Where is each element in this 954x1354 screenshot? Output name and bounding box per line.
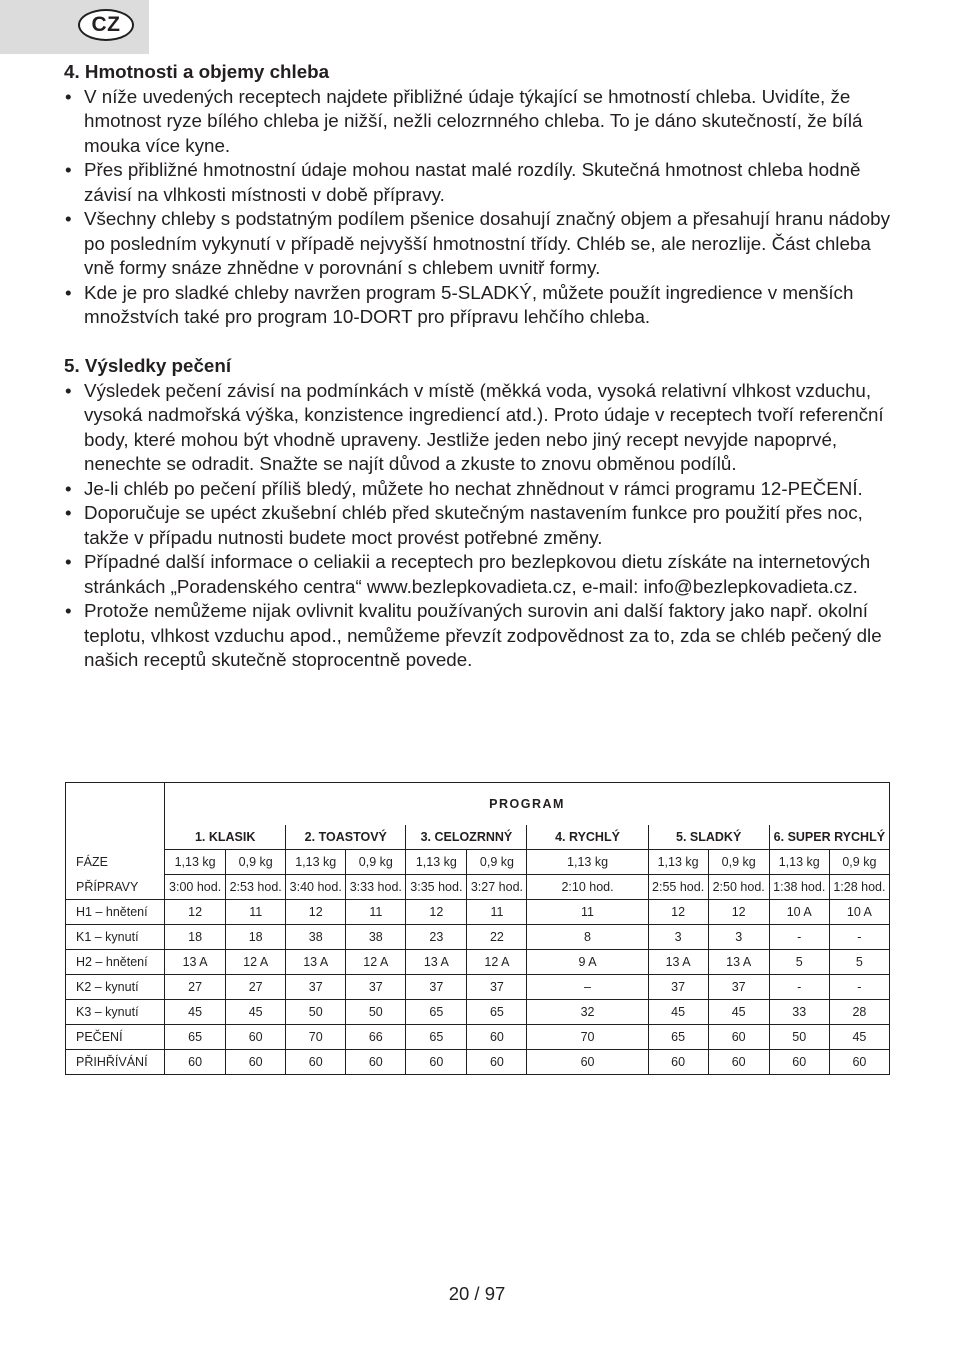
value-cell: 45 (708, 1000, 769, 1025)
value-cell: 13 A (708, 950, 769, 975)
value-cell: 9 A (527, 950, 648, 975)
value-cell: 70 (286, 1025, 346, 1050)
time-cell: 2:50 hod. (708, 875, 769, 900)
phase-name: K2 – kynutí (66, 975, 165, 1000)
phase-label: PŘÍPRAVY (66, 875, 165, 900)
weight-cell: 0,9 kg (226, 850, 286, 875)
value-cell: 45 (226, 1000, 286, 1025)
value-cell: 60 (769, 1050, 829, 1075)
value-cell: 37 (648, 975, 708, 1000)
weight-cell: 0,9 kg (467, 850, 527, 875)
time-cell: 3:33 hod. (346, 875, 406, 900)
table-row (66, 1025, 890, 1050)
value-cell: 45 (648, 1000, 708, 1025)
value-cell: 66 (346, 1025, 406, 1050)
page-number: 20 / 97 (448, 1283, 506, 1304)
value-cell: 12 (708, 900, 769, 925)
value-cell: 11 (346, 900, 406, 925)
value-cell: 3 (708, 925, 769, 950)
value-cell: 28 (829, 1000, 889, 1025)
list-item: • Případné další informace o celiakii a receptech pro bezlepkovou dietu získáte na internetových stránkách „Poradenského centra“ www.bezlepkovadieta.cz, e-mail: info@bezlepkovadieta.cz. (64, 550, 894, 599)
table-row (66, 950, 890, 975)
value-cell: 45 (165, 1000, 226, 1025)
time-cell: 1:28 hod. (829, 875, 889, 900)
phase-label: FÁZE (66, 850, 165, 875)
list-item: • Všechny chleby s podstatným podílem pšenice dosahují značný objem a přesahují hranu nádoby po posledním vykynutí v případě nejvyšší hmotnostní třídy. Chléb se, ale nerozlije. Část chleba vně formy snáze zhnědne v porovnání s chlebem uvnitř formy. (64, 207, 894, 281)
section-5-list (64, 379, 894, 673)
weight-cell: 1,13 kg (648, 850, 708, 875)
value-cell: 37 (346, 975, 406, 1000)
value-cell: 60 (467, 1050, 527, 1075)
time-cell: 2:55 hod. (648, 875, 708, 900)
value-cell: 50 (346, 1000, 406, 1025)
value-cell: 60 (226, 1050, 286, 1075)
list-item: • Je-li chléb po pečení příliš bledý, můžete ho nechat zhnědnout v rámci programu 12-PEČENÍ. (64, 477, 894, 502)
value-cell: 65 (165, 1025, 226, 1050)
value-cell: 60 (165, 1050, 226, 1075)
value-cell: 60 (708, 1025, 769, 1050)
value-cell: 13 A (406, 950, 467, 975)
value-cell: 60 (829, 1050, 889, 1075)
phase-name: PEČENÍ (66, 1025, 165, 1050)
weight-cell: 1,13 kg (527, 850, 648, 875)
value-cell: - (769, 975, 829, 1000)
time-cell: 3:35 hod. (406, 875, 467, 900)
value-cell: 8 (527, 925, 648, 950)
value-cell: - (829, 925, 889, 950)
value-cell: 60 (406, 1050, 467, 1075)
phase-name: K3 – kynutí (66, 1000, 165, 1025)
value-cell: 12 (648, 900, 708, 925)
time-cell: 1:38 hod. (769, 875, 829, 900)
list-item: • Doporučuje se upéct zkušební chléb před skutečným nastavením funkce pro použití přes noc, takže v případu nutnosti budete moct provést potřebné změny. (64, 501, 894, 550)
list-item: • Výsledek pečení závisí na podmínkách v místě (měkká voda, vysoká relativní vlhkost vzduchu, vysoká nadmořská výška, konzistence ingrediencí atd.). Proto údaje v receptech tvoří referenční body, které mohou být vhodně upraveny. Jestliže jeden nebo jiný recept nevyjde napoprvé, nenechte se odradit. Snažte se najít důvod a zkuste to znovu obměnou podílů. (64, 379, 894, 477)
program-name: 1. KLASIK (165, 825, 286, 850)
value-cell: 5 (769, 950, 829, 975)
section-5-title: 5. Výsledky pečení (64, 355, 232, 376)
value-cell: 27 (165, 975, 226, 1000)
value-cell: – (527, 975, 648, 1000)
table-corner (66, 783, 165, 826)
phase-name: H2 – hnětení (66, 950, 165, 975)
list-item: • V níže uvedených receptech najdete přibližné údaje týkající se hmotností chleba. Uvidíte, že hmotnost ryze bílého chleba je nižší, nežli celozrnného chleba. To je dáno skutečností, že bílá mouka více kyne. (64, 85, 894, 159)
value-cell: 3 (648, 925, 708, 950)
language-tab (0, 0, 149, 54)
time-cell: 2:53 hod. (226, 875, 286, 900)
value-cell: 65 (406, 1025, 467, 1050)
value-cell: 60 (286, 1050, 346, 1075)
value-cell: 65 (467, 1000, 527, 1025)
value-cell: 13 A (286, 950, 346, 975)
value-cell: 60 (708, 1050, 769, 1075)
table-row (66, 1050, 890, 1075)
weight-cell: 1,13 kg (165, 850, 226, 875)
weight-cell: 0,9 kg (708, 850, 769, 875)
program-name: 5. SLADKÝ (648, 825, 769, 850)
value-cell: 13 A (648, 950, 708, 975)
value-cell: 38 (346, 925, 406, 950)
time-cell: 3:00 hod. (165, 875, 226, 900)
value-cell: 37 (406, 975, 467, 1000)
table-row (66, 900, 890, 925)
value-cell: 33 (769, 1000, 829, 1025)
table-corner (66, 825, 165, 850)
time-cell: 3:40 hod. (286, 875, 346, 900)
language-badge: CZ (78, 9, 134, 41)
weight-cell: 1,13 kg (406, 850, 467, 875)
value-cell: 38 (286, 925, 346, 950)
value-cell: 11 (226, 900, 286, 925)
value-cell: 37 (286, 975, 346, 1000)
value-cell: 65 (648, 1025, 708, 1050)
value-cell: 12 A (226, 950, 286, 975)
weight-cell: 0,9 kg (346, 850, 406, 875)
program-name: 4. RYCHLÝ (527, 825, 648, 850)
table-row (66, 975, 890, 1000)
section-4-title: 4. Hmotnosti a objemy chleba (64, 61, 330, 82)
program-header: PROGRAM (165, 783, 890, 826)
value-cell: 27 (226, 975, 286, 1000)
value-cell: 12 (406, 900, 467, 925)
baking-program-table (65, 782, 890, 1075)
table-row (66, 1000, 890, 1025)
section-4-list (64, 85, 894, 330)
list-item: • Kde je pro sladké chleby navržen program 5-SLADKÝ, můžete použít ingredience v menších množstvích také pro program 10-DORT pro přípravu lehčího chleba. (64, 281, 894, 330)
value-cell: 11 (527, 900, 648, 925)
phase-name: PŘIHŘÍVÁNÍ (66, 1050, 165, 1075)
value-cell: 13 A (165, 950, 226, 975)
program-name: 2. TOASTOVÝ (286, 825, 406, 850)
value-cell: 22 (467, 925, 527, 950)
weight-cell: 0,9 kg (829, 850, 889, 875)
value-cell: 60 (527, 1050, 648, 1075)
phase-name: H1 – hnětení (66, 900, 165, 925)
value-cell: 50 (286, 1000, 346, 1025)
value-cell: 65 (406, 1000, 467, 1025)
value-cell: 12 (165, 900, 226, 925)
time-cell: 3:27 hod. (467, 875, 527, 900)
phase-name: K1 – kynutí (66, 925, 165, 950)
value-cell: 18 (165, 925, 226, 950)
value-cell: 70 (527, 1025, 648, 1050)
value-cell: 11 (467, 900, 527, 925)
value-cell: 5 (829, 950, 889, 975)
table-row (66, 925, 890, 950)
list-item: • Přes přibližné hmotnostní údaje mohou nastat malé rozdíly. Skutečná hmotnost chleba hodně závisí na vlhkosti místnosti v době přípravy. (64, 158, 894, 207)
value-cell: 60 (346, 1050, 406, 1075)
value-cell: 12 A (346, 950, 406, 975)
value-cell: 10 A (769, 900, 829, 925)
weight-cell: 1,13 kg (769, 850, 829, 875)
list-item: • Protože nemůžeme nijak ovlivnit kvalitu používaných surovin ani další faktory jako např. okolní teplotu, vlhkost vzduchu apod., nemůžeme převzít zodpovědnost za to, zda se chléb pečený dle našich receptů skutečně stoprocentně povede. (64, 599, 894, 673)
value-cell: 12 (286, 900, 346, 925)
document-body (64, 60, 894, 673)
value-cell: - (769, 925, 829, 950)
value-cell: 60 (226, 1025, 286, 1050)
value-cell: 37 (708, 975, 769, 1000)
program-name: 3. CELOZRNNÝ (406, 825, 527, 850)
program-name: 6. SUPER RYCHLÝ (769, 825, 889, 850)
weight-cell: 1,13 kg (286, 850, 346, 875)
value-cell: 60 (467, 1025, 527, 1050)
value-cell: 18 (226, 925, 286, 950)
value-cell: - (829, 975, 889, 1000)
value-cell: 32 (527, 1000, 648, 1025)
value-cell: 12 A (467, 950, 527, 975)
value-cell: 37 (467, 975, 527, 1000)
value-cell: 50 (769, 1025, 829, 1050)
value-cell: 10 A (829, 900, 889, 925)
value-cell: 45 (829, 1025, 889, 1050)
value-cell: 60 (648, 1050, 708, 1075)
value-cell: 23 (406, 925, 467, 950)
time-cell: 2:10 hod. (527, 875, 648, 900)
